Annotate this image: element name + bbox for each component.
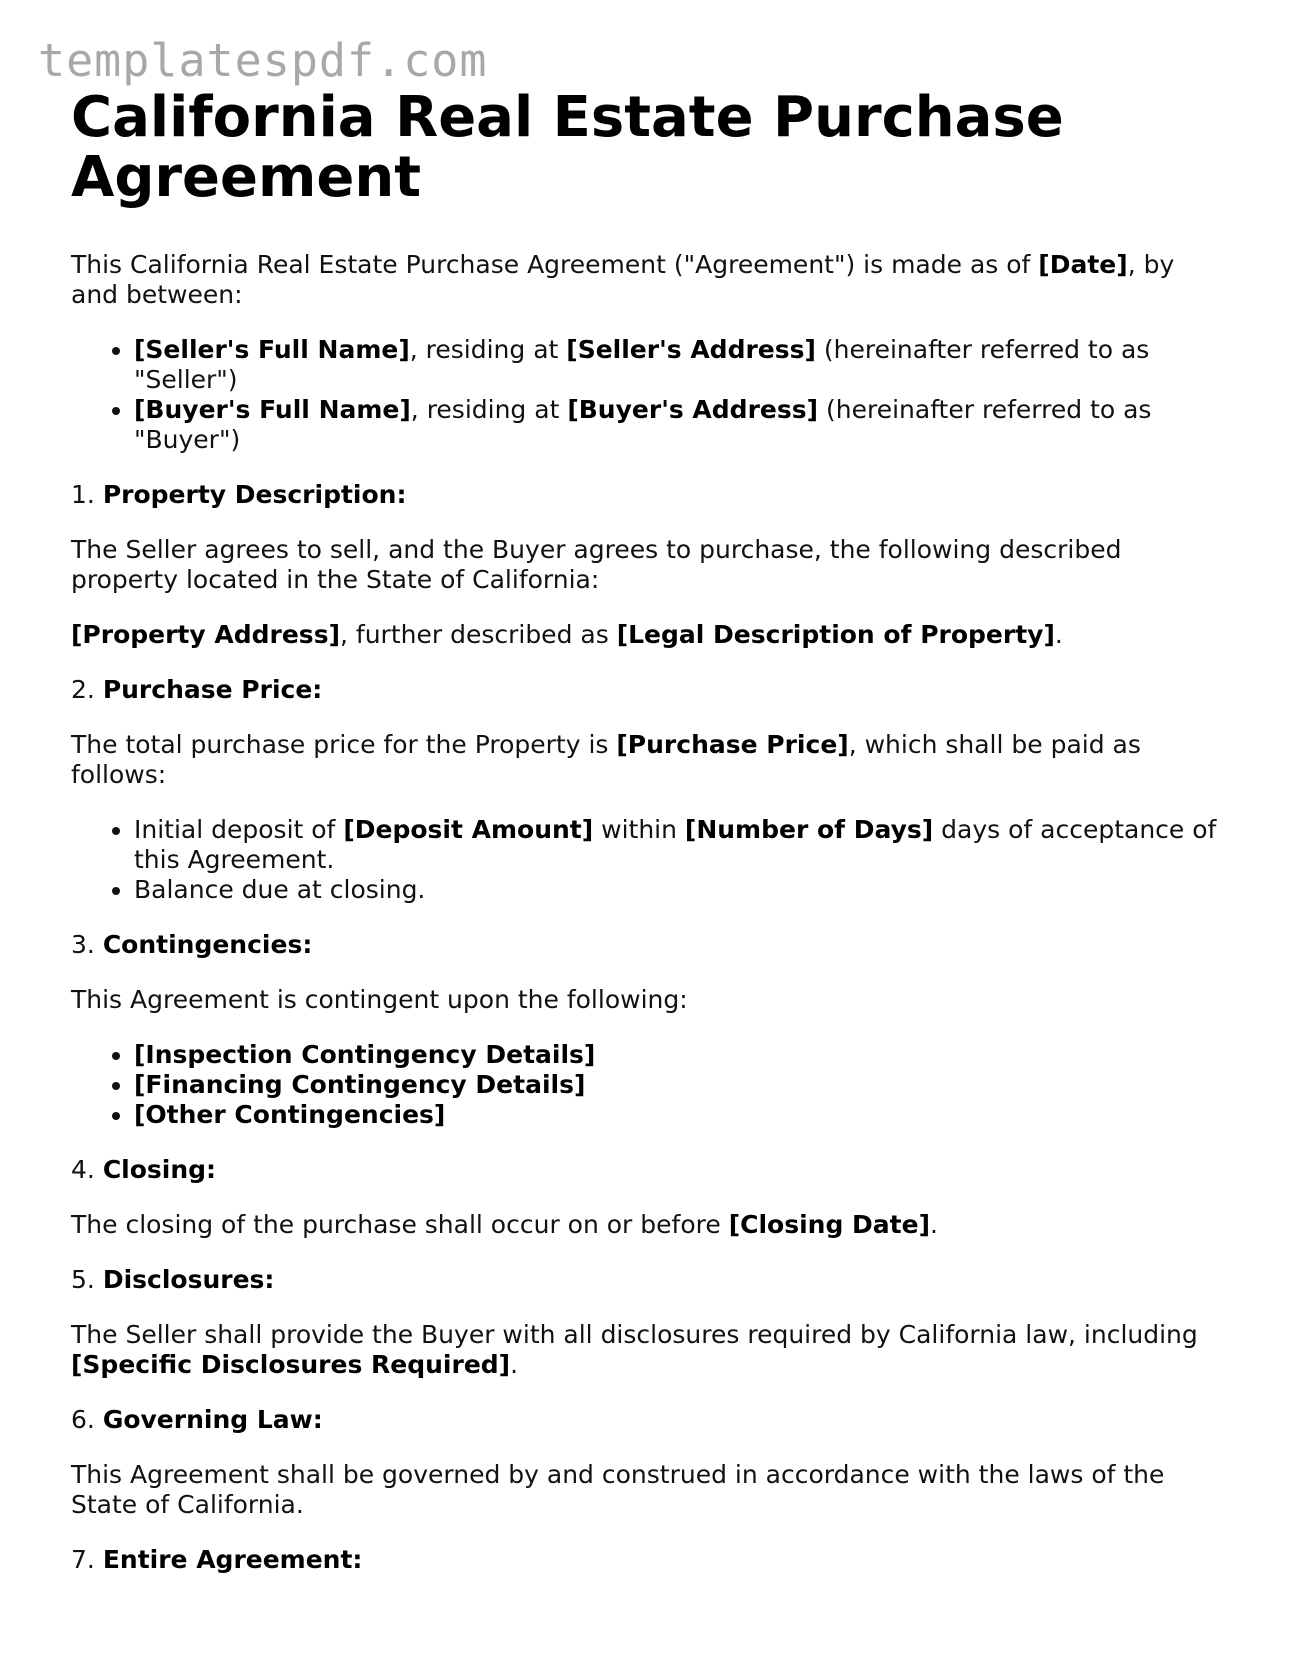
list-item-balance: • Balance due at closing.	[134, 875, 1221, 905]
list-item: • [Financing Contingency Details]	[134, 1070, 1221, 1100]
document	[71, 85, 1221, 1600]
property-paragraph: The Seller agrees to sell, and the Buyer agrees to purchase, the following described property located in the State of California:	[71, 535, 1122, 594]
list-item: • [Other Contingencies]	[134, 1100, 1221, 1130]
payment-list	[71, 815, 1221, 905]
contingencies-list	[71, 1040, 1221, 1130]
list-item-buyer: • [Buyer's Full Name], residing at [Buyer's Address] (hereinafter referred to as "Buyer")	[134, 395, 1221, 455]
section-heading-entire-agreement: 7. Entire Agreement:	[71, 1545, 363, 1574]
watermark: templatespdf.com	[38, 34, 488, 87]
list-item-seller: • [Seller's Full Name], residing at [Seller's Address] (hereinafter referred to as "Seller")	[134, 335, 1221, 395]
section-heading-closing: 4. Closing:	[71, 1155, 217, 1184]
section-heading-price: 2. Purchase Price:	[71, 675, 323, 704]
section-heading-contingencies: 3. Contingencies:	[71, 930, 313, 959]
section-heading-property: 1. Property Description:	[71, 480, 407, 509]
document-title: California Real Estate Purchase Agreement	[71, 85, 1064, 210]
list-item: • [Inspection Contingency Details]	[134, 1040, 1221, 1070]
property-address-paragraph: [Property Address], further described as [Legal Description of Property].	[71, 620, 1063, 649]
date-placeholder: [Date]	[1038, 250, 1128, 279]
section-heading-governing-law: 6. Governing Law:	[71, 1405, 323, 1434]
governing-law-paragraph: This Agreement shall be governed by and construed in accordance with the laws of the State of California.	[71, 1460, 1165, 1519]
section-heading-disclosures: 5. Disclosures:	[71, 1265, 275, 1294]
disclosures-paragraph: The Seller shall provide the Buyer with all disclosures required by California law, including [Specific Disclosures Required].	[71, 1320, 1198, 1379]
closing-paragraph: The closing of the purchase shall occur on or before [Closing Date].	[71, 1210, 938, 1239]
parties-list	[71, 335, 1221, 455]
list-item-deposit: • Initial deposit of [Deposit Amount] within [Number of Days] days of acceptance of this Agreement.	[134, 815, 1221, 875]
price-paragraph: The total purchase price for the Property is [Purchase Price], which shall be paid as follows:	[71, 730, 1141, 789]
contingencies-paragraph: This Agreement is contingent upon the following:	[71, 985, 688, 1014]
intro-paragraph: This California Real Estate Purchase Agreement ("Agreement") is made as of [Date], by and between:	[71, 250, 1175, 309]
